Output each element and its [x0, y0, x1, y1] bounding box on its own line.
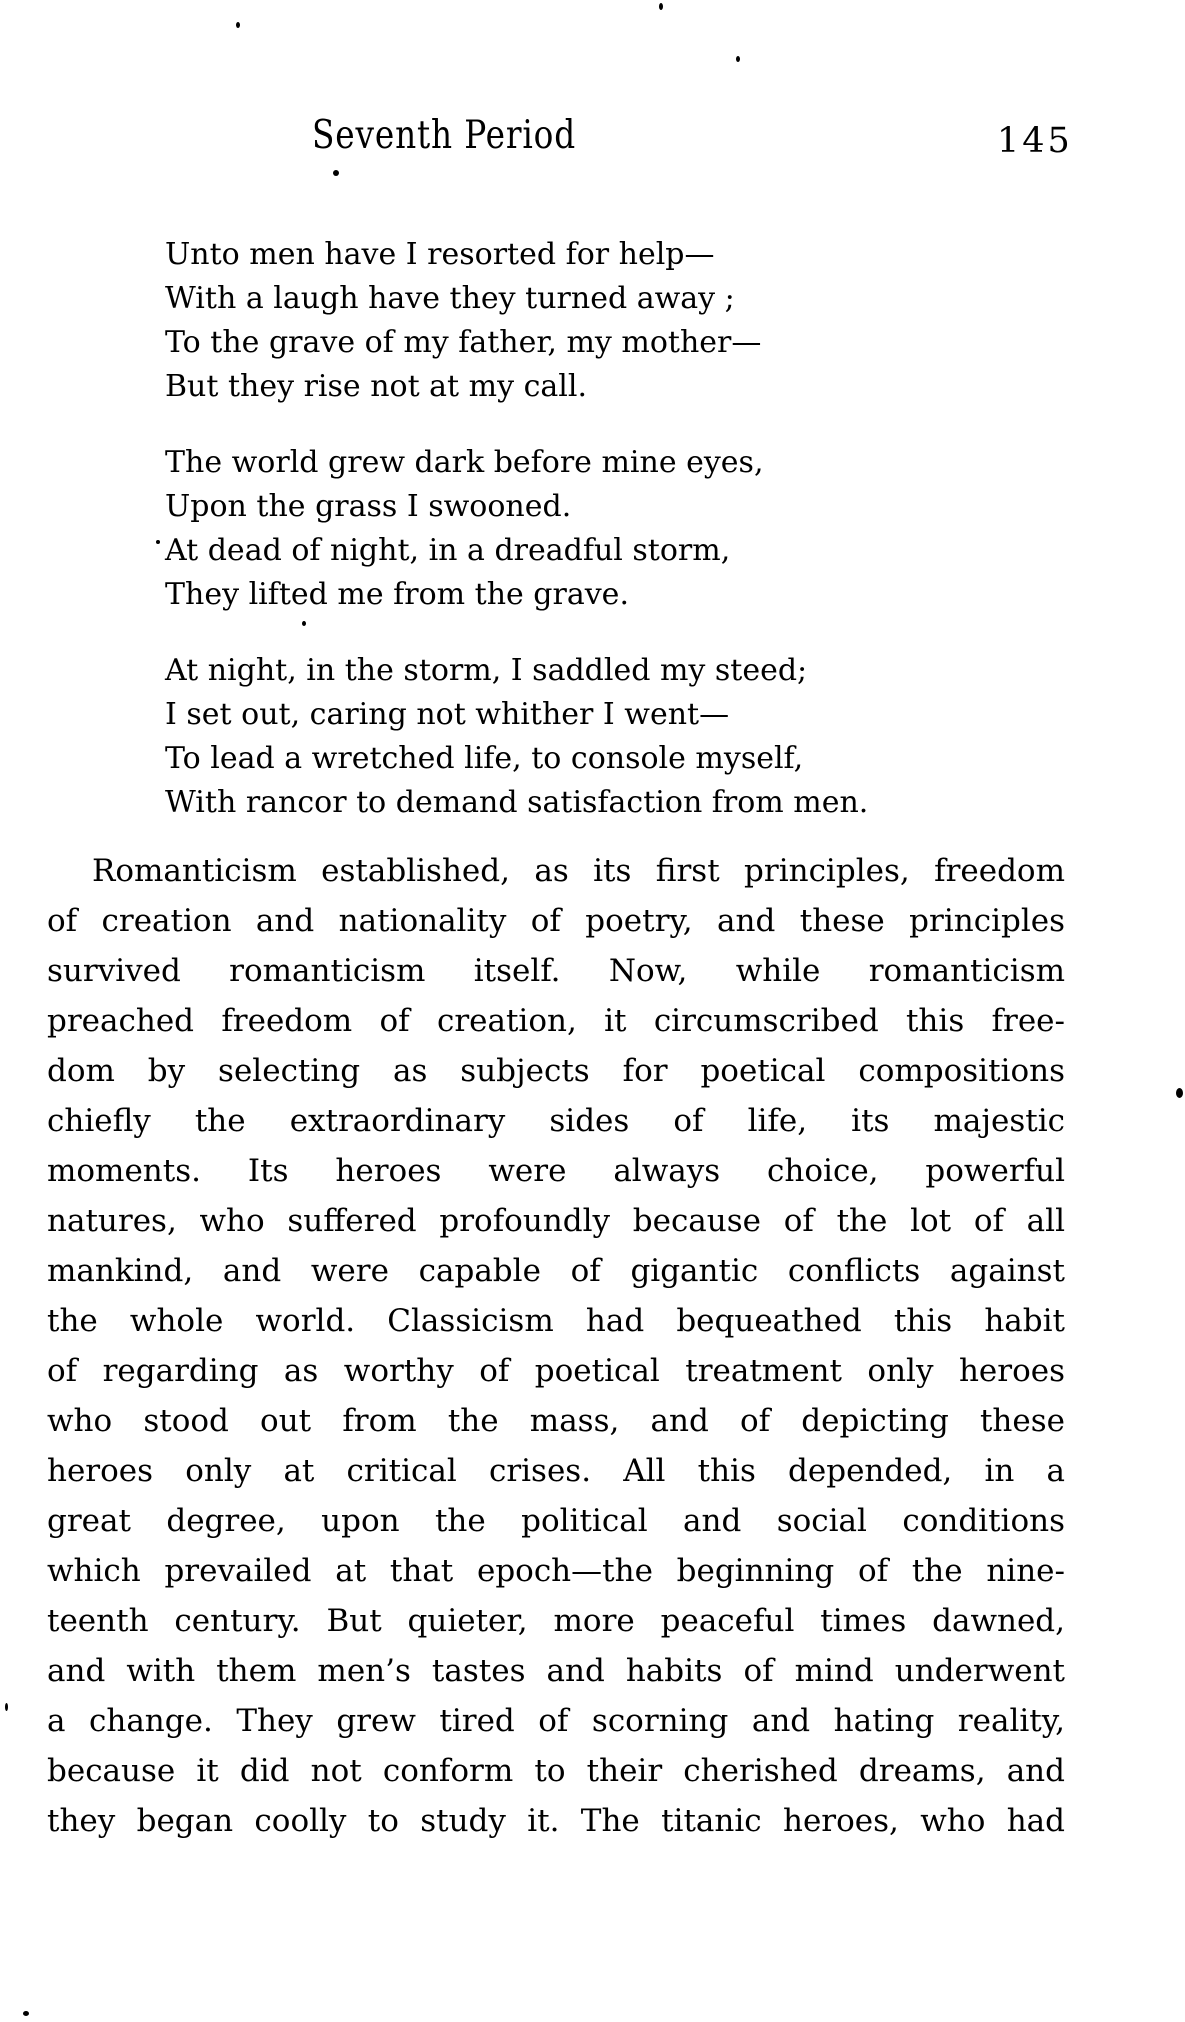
prose-line: natures, who suffered profoundly because of the lot of all: [47, 1203, 1065, 1239]
prose-line: mankind, and were capable of gigantic conflicts against: [47, 1253, 1065, 1289]
prose-line: dom by selecting as subjects for poetical compositions: [47, 1053, 1065, 1089]
poem-line: To the grave of my father, my mother—: [165, 325, 762, 360]
prose-line: and with them men’s tastes and habits of mind underwent: [47, 1653, 1065, 1689]
prose-line: they began coolly to study it. The titanic heroes, who had: [47, 1803, 1065, 1839]
poem-line: But they rise not at my call.: [165, 369, 587, 404]
prose-line: which prevailed at that epoch—the beginning of the nine-: [47, 1553, 1065, 1589]
page-title: Seventh Period: [312, 113, 577, 158]
scan-speck-artifact: [302, 621, 306, 626]
prose-line: survived romanticism itself. Now, while romanticism: [47, 953, 1065, 989]
poem-line: Unto men have I resorted for help—: [165, 237, 715, 272]
prose-line: Romanticism established, as its first principles, freedom: [92, 853, 1065, 889]
prose-line: the whole world. Classicism had bequeathed this habit: [47, 1303, 1065, 1339]
scan-speck-artifact: [736, 56, 740, 62]
poem-line: With rancor to demand satisfaction from men.: [165, 785, 869, 820]
prose-line: moments. Its heroes were always choice, powerful: [47, 1153, 1065, 1189]
prose-line: because it did not conform to their cherished dreams, and: [47, 1753, 1065, 1789]
poem-line: I set out, caring not whither I went—: [165, 697, 730, 732]
prose-line: heroes only at critical crises. All this depended, in a: [47, 1453, 1065, 1489]
prose-line: of creation and nationality of poetry, and these principles: [47, 903, 1065, 939]
scan-speck-artifact: [156, 540, 160, 544]
prose-line: a change. They grew tired of scorning and hating reality,: [47, 1703, 1065, 1739]
poem-line: Upon the grass I swooned.: [165, 489, 572, 524]
prose-line: of regarding as worthy of poetical treatment only heroes: [47, 1353, 1065, 1389]
paragraph-block: [47, 846, 1065, 1846]
scan-speck-artifact: [5, 1703, 8, 1711]
prose-line: chiefly the extraordinary sides of life, its majestic: [47, 1103, 1065, 1139]
poem-line: At night, in the storm, I saddled my steed;: [165, 653, 808, 688]
poem-line: They lifted me from the grave.: [165, 577, 629, 612]
poem-line: At dead of night, in a dreadful storm,: [165, 533, 731, 568]
scan-speck-artifact: [23, 2011, 29, 2016]
poem-line: With a laugh have they turned away ;: [165, 281, 735, 316]
poem-stanza-3: [165, 649, 1065, 825]
scan-speck-artifact: [333, 170, 339, 176]
scan-speck-artifact: [236, 22, 240, 28]
poem-stanza-1: [165, 233, 1065, 409]
prose-line: great degree, upon the political and social conditions: [47, 1503, 1065, 1539]
poem-line: The world grew dark before mine eyes,: [165, 445, 764, 480]
prose-line: teenth century. But quieter, more peaceful times dawned,: [47, 1603, 1065, 1639]
scan-speck-artifact: [659, 3, 663, 10]
prose-line: preached freedom of creation, it circumscribed this free-: [47, 1003, 1065, 1039]
poem-line: To lead a wretched life, to console myself,: [165, 741, 804, 776]
prose-line: who stood out from the mass, and of depicting these: [47, 1403, 1065, 1439]
poem-block: [165, 233, 1065, 825]
poem-stanza-2: [165, 441, 1065, 617]
scan-speck-artifact: [1176, 1088, 1183, 1098]
page-number: 145: [997, 121, 1073, 161]
